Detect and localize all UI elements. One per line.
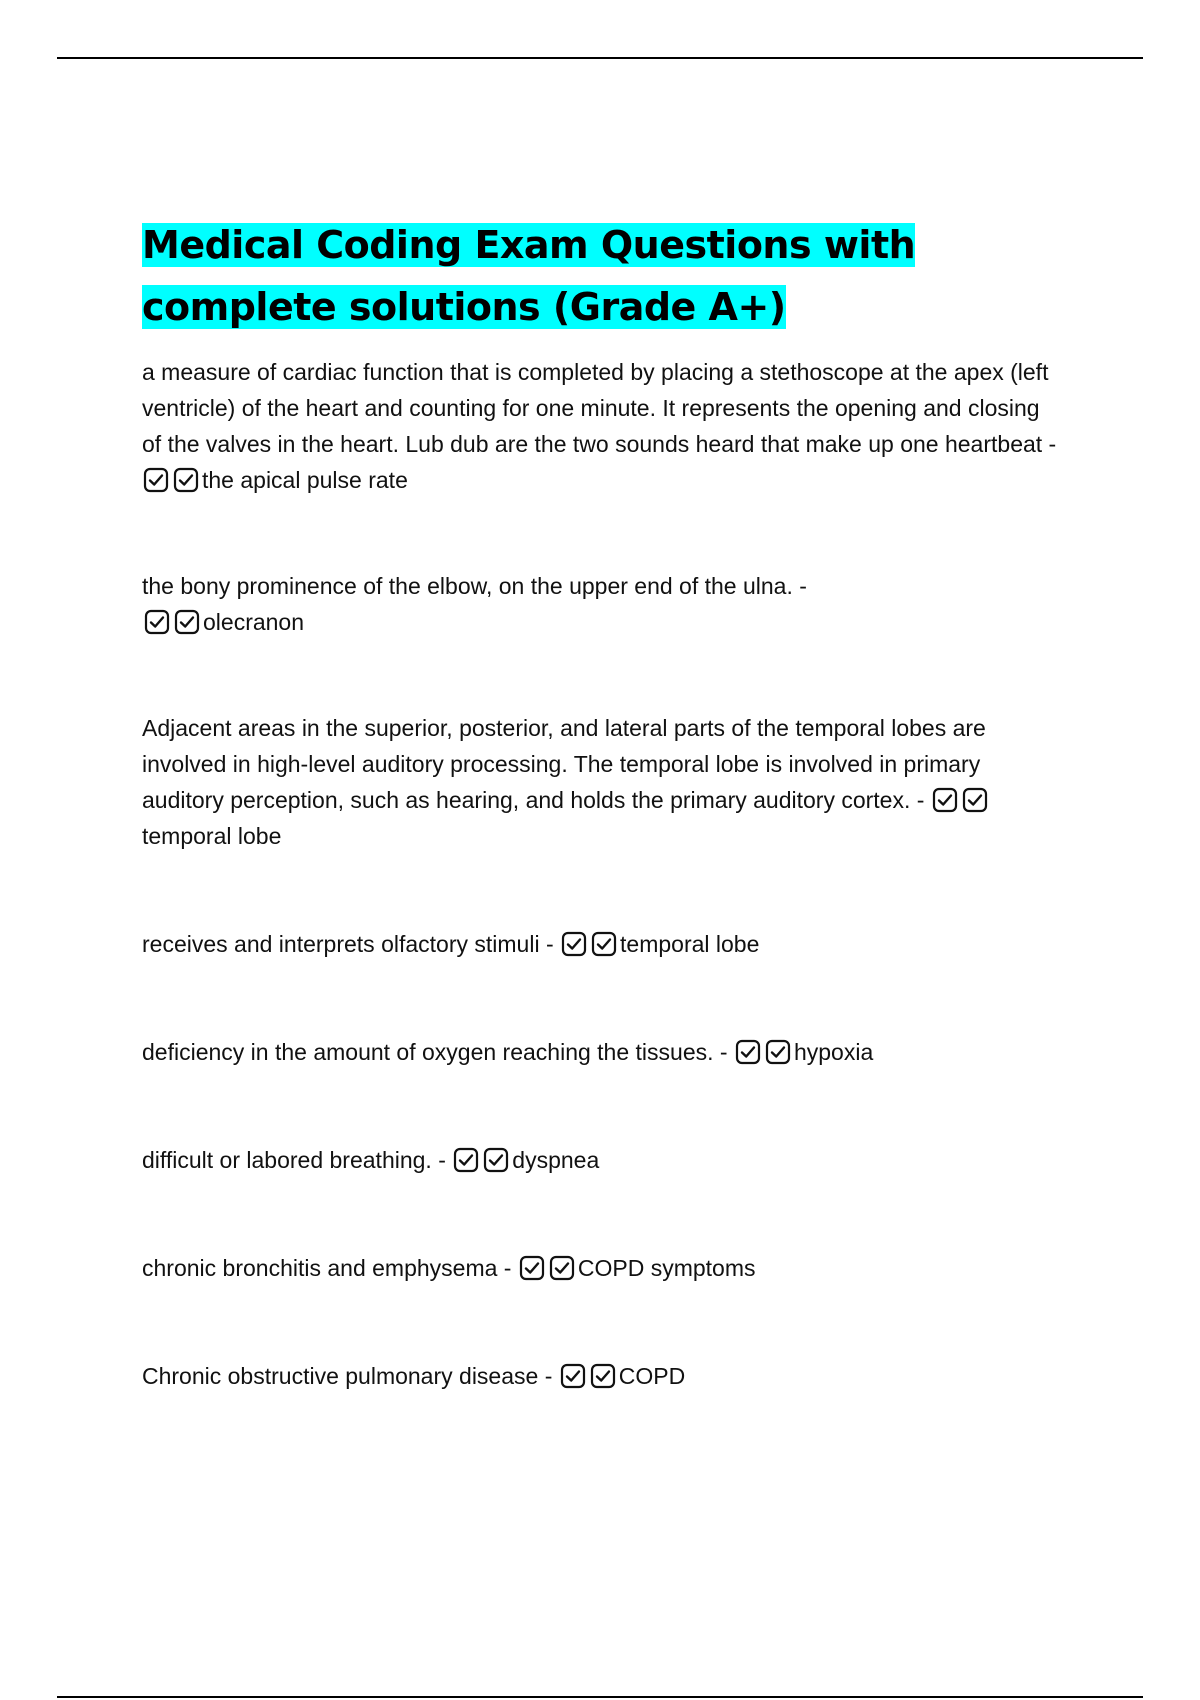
separator: - xyxy=(792,573,807,599)
checkbox-checked-icon xyxy=(962,787,988,813)
document-title xyxy=(142,214,1062,338)
title-line-1: Medical Coding Exam Questions with xyxy=(142,223,916,267)
answer-text: COPD symptoms xyxy=(577,1255,756,1281)
separator: - xyxy=(497,1255,518,1281)
answer-text: olecranon xyxy=(203,609,305,635)
checkbox-checked-icon xyxy=(561,931,587,957)
question-text: receives and interprets olfactory stimuli xyxy=(142,931,540,957)
answer-text: temporal lobe xyxy=(620,931,760,957)
checkbox-checked-icon xyxy=(549,1255,575,1281)
answer-text: COPD xyxy=(618,1363,686,1389)
checkbox-checked-icon xyxy=(453,1147,479,1173)
qa-item xyxy=(142,1250,1062,1286)
separator: - xyxy=(1042,431,1057,457)
question-text: chronic bronchitis and emphysema xyxy=(142,1255,498,1281)
top-rule xyxy=(57,57,1143,59)
answer-text: hypoxia xyxy=(793,1039,874,1065)
checkbox-checked-icon xyxy=(591,931,617,957)
separator: - xyxy=(431,1147,453,1173)
checkbox-checked-icon xyxy=(765,1039,791,1065)
checkbox-checked-icon xyxy=(144,609,170,635)
question-text: a measure of cardiac function that is completed by placing a stethoscope at the apex (left ventricle) of the heart and counting for one minute. It represents the opening and closing of the valves in the heart. Lub dub are the two sounds heard that make up one heartbeat xyxy=(142,359,1049,457)
qa-item xyxy=(142,926,1062,962)
question-text: Adjacent areas in the superior, posterior, and lateral parts of the temporal lobes are involved in high-level auditory processing. The temporal lobe is involved in primary auditory perception, such as hearing, and holds the primary auditory cortex. xyxy=(142,715,986,813)
checkbox-checked-icon xyxy=(174,609,200,635)
checkbox-checked-icon xyxy=(483,1147,509,1173)
qa-item xyxy=(142,1034,1062,1070)
question-text: the bony prominence of the elbow, on the upper end of the ulna. xyxy=(142,573,793,599)
question-text: deficiency in the amount of oxygen reaching the tissues. xyxy=(142,1039,714,1065)
separator: - xyxy=(538,1363,559,1389)
checkbox-checked-icon xyxy=(173,467,199,493)
qa-item xyxy=(142,710,1062,854)
separator: - xyxy=(910,787,931,813)
separator: - xyxy=(539,931,561,957)
question-text: Chronic obstructive pulmonary disease xyxy=(142,1363,539,1389)
question-text: difficult or labored breathing. xyxy=(142,1147,432,1173)
checkbox-checked-icon xyxy=(735,1039,761,1065)
checkbox-checked-icon xyxy=(932,787,958,813)
qa-item xyxy=(142,354,1062,498)
answer-text: temporal lobe xyxy=(142,823,282,849)
answer-text: the apical pulse rate xyxy=(202,467,408,493)
checkbox-checked-icon xyxy=(590,1363,616,1389)
title-line-2: complete solutions (Grade A+) xyxy=(142,285,786,329)
document-body xyxy=(142,214,1062,1394)
checkbox-checked-icon xyxy=(143,467,169,493)
qa-item xyxy=(142,1358,1062,1394)
qa-item xyxy=(142,568,1062,640)
bottom-rule xyxy=(57,1696,1143,1698)
answer-text: dyspnea xyxy=(512,1147,600,1173)
separator: - xyxy=(713,1039,734,1065)
checkbox-checked-icon xyxy=(560,1363,586,1389)
checkbox-checked-icon xyxy=(519,1255,545,1281)
qa-item xyxy=(142,1142,1062,1178)
